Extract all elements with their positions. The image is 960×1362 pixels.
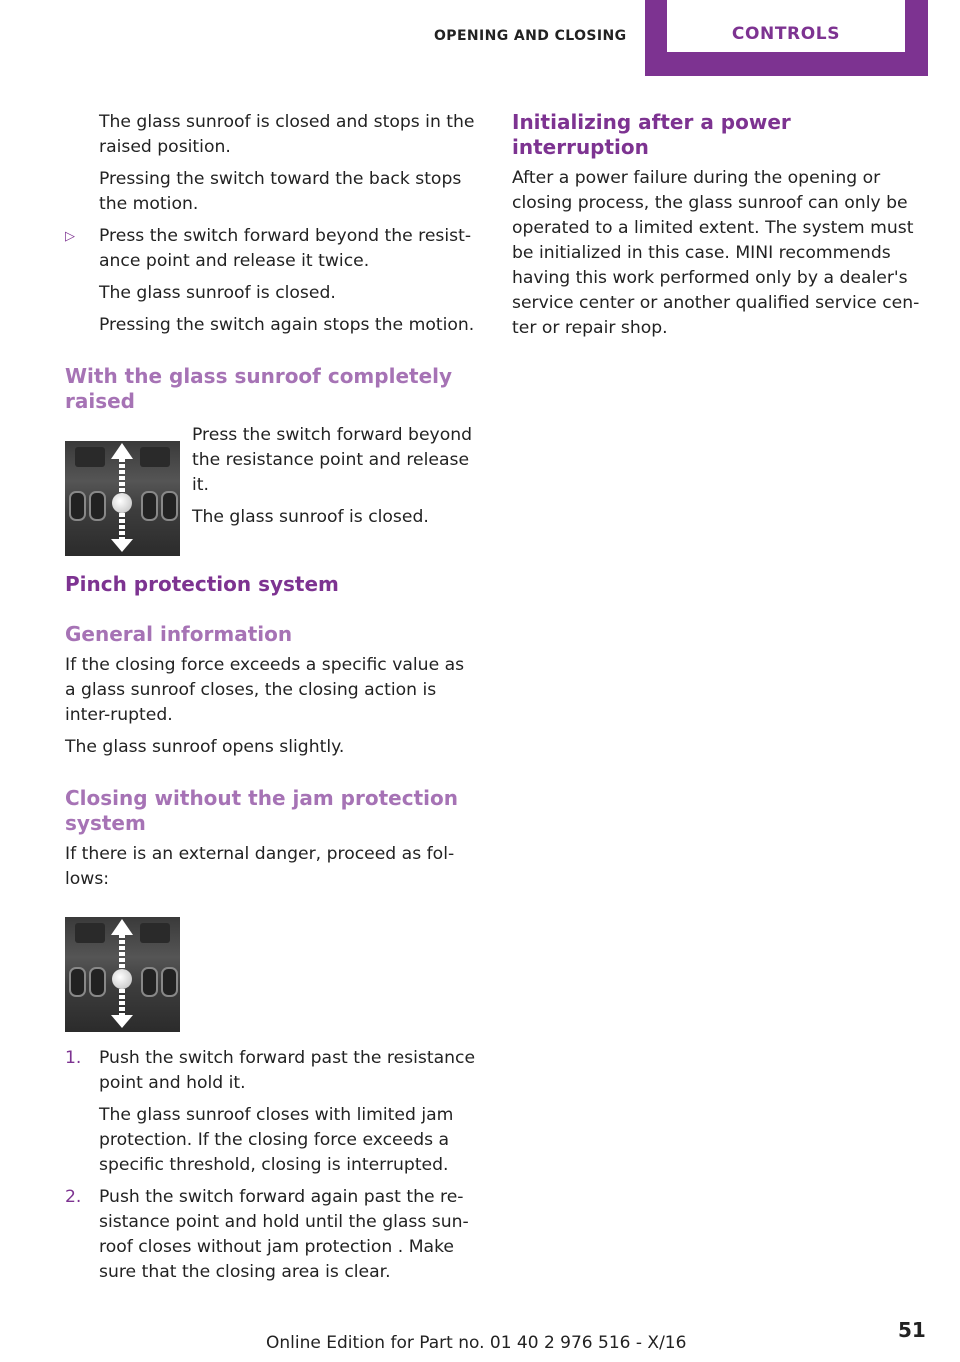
paragraph: After a power failure during the opening or closing process, the glass sunroof can only be operated to a limited extent. The system must be initialized in this case. MINI recommends having this work performed only by a dealer's service center or another qualified service cen-ter or repair shop. xyxy=(512,168,920,338)
heading-closing: Closing without the jam protection system xyxy=(65,786,458,835)
sunroof-switch-image xyxy=(65,441,180,556)
heading-init: Initializing after a power interruption xyxy=(512,110,791,159)
step-number: 1. xyxy=(65,1048,82,1068)
figure-row xyxy=(65,423,477,539)
chapter-tab xyxy=(645,0,928,76)
paragraph: If there is an external danger, proceed as fol-lows: xyxy=(65,844,455,889)
step-text: Push the switch forward again past the re-sistance point and hold until the glass sun-roof closes without jam protection . Make sure that the closing area is clear. xyxy=(99,1187,469,1282)
step-text: Push the switch forward past the resistance point and hold it. xyxy=(99,1048,476,1093)
bullet-item xyxy=(65,224,477,274)
paragraph: The glass sunroof opens slightly. xyxy=(65,737,345,757)
paragraph: If the closing force exceeds a specific value as a glass sunroof closes, the closing action is inter-rupted. xyxy=(65,655,465,725)
paragraph: The glass sunroof is closed and stops in the raised position. xyxy=(99,112,475,157)
step-number: 2. xyxy=(65,1187,82,1207)
chapter-tab-label: CONTROLS xyxy=(731,24,841,44)
paragraph: The glass sunroof closes with limited jam protection. If the closing force exceeds a specific threshold, closing is interrupted. xyxy=(99,1105,454,1175)
list-item xyxy=(65,1185,477,1285)
right-column xyxy=(512,110,924,341)
heading-raised: With the glass sunroof completely raised xyxy=(65,364,453,413)
page-number: 51 xyxy=(898,1318,926,1342)
list-item xyxy=(65,1046,477,1096)
paragraph: Press the switch forward beyond the resistance point and release it. xyxy=(192,425,473,495)
bullet-triangle-icon: ▷ xyxy=(65,229,75,244)
sunroof-switch-image xyxy=(65,917,180,1032)
paragraph: The glass sunroof is closed. xyxy=(99,283,336,303)
footer-edition: Online Edition for Part no. 01 40 2 976 516 - X/16 xyxy=(266,1333,687,1353)
paragraph: Pressing the switch again stops the motion. xyxy=(99,315,475,335)
section-title: OPENING AND CLOSING xyxy=(434,28,627,44)
heading-general: General information xyxy=(65,622,293,646)
bullet-text: Press the switch forward beyond the resist-ance point and release it twice. xyxy=(99,226,472,271)
left-column xyxy=(65,110,477,1285)
heading-pinch: Pinch protection system xyxy=(65,572,339,596)
paragraph: The glass sunroof is closed. xyxy=(192,507,429,527)
paragraph: Pressing the switch toward the back stops the motion. xyxy=(99,169,462,214)
